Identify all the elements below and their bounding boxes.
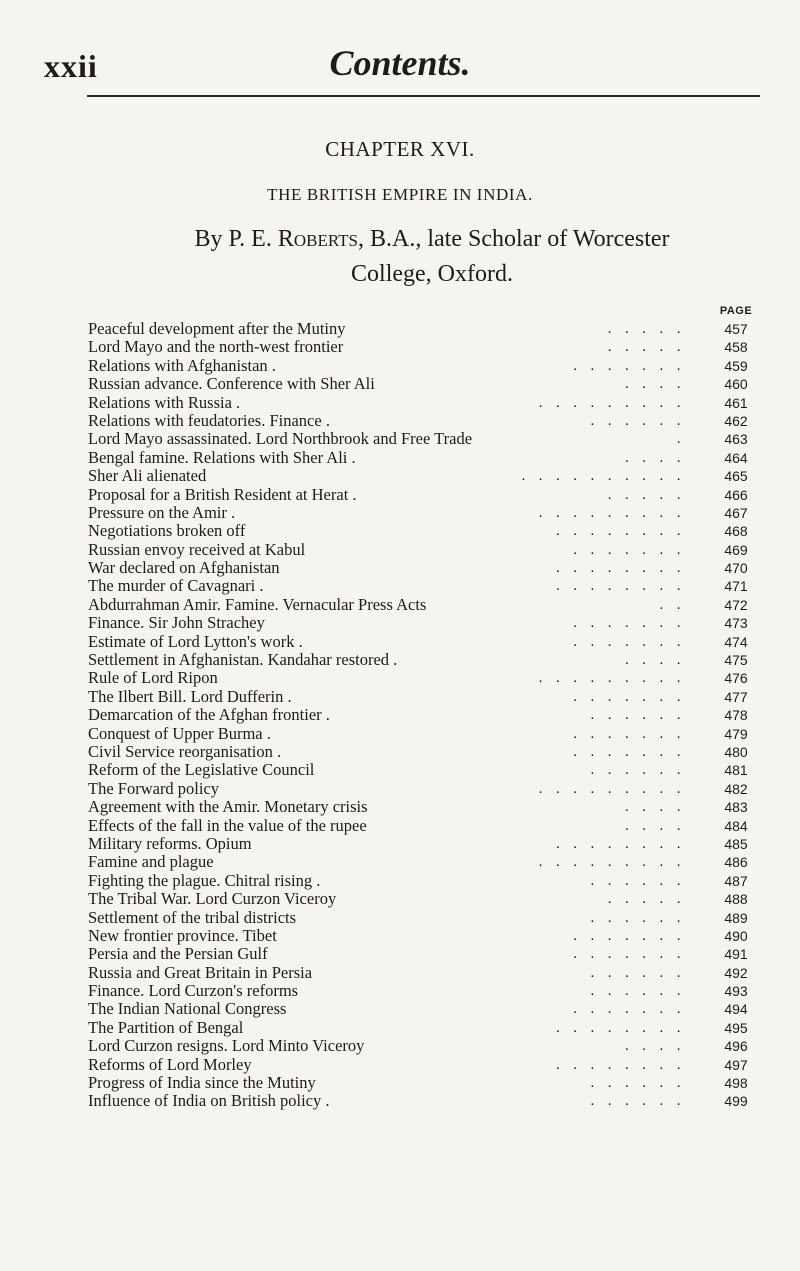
toc-leader-dots: ......... bbox=[538, 670, 694, 687]
toc-entry-title: Reform of the Legislative Council bbox=[88, 760, 315, 780]
toc-entry-page: 485 bbox=[724, 835, 748, 852]
toc-leader-dots: .... bbox=[625, 817, 694, 834]
toc-entry-page: 472 bbox=[724, 596, 748, 613]
toc-entry-title: Demarcation of the Afghan frontier . bbox=[88, 705, 330, 725]
toc-leader-dots: ...... bbox=[590, 964, 694, 981]
toc-entry bbox=[88, 872, 778, 890]
toc-entry bbox=[88, 357, 778, 375]
toc-entry-title: Relations with Russia . bbox=[88, 392, 241, 412]
toc-entry-title: Russian envoy received at Kabul bbox=[88, 539, 306, 559]
toc-entry-title: Settlement of the tribal districts bbox=[88, 907, 297, 927]
toc-entry-page: 494 bbox=[724, 1001, 748, 1018]
toc-leader-dots: ...... bbox=[590, 872, 694, 889]
toc-entry-title: Bengal famine. Relations with Sher Ali . bbox=[88, 447, 356, 467]
toc-leader-dots: ...... bbox=[590, 1075, 694, 1092]
toc-entry-page: 460 bbox=[724, 376, 748, 393]
toc-leader-dots: ....... bbox=[573, 743, 694, 760]
toc-leader-dots: .... bbox=[625, 449, 694, 466]
toc-entry bbox=[88, 1092, 778, 1110]
toc-entry bbox=[88, 394, 778, 412]
toc-entry bbox=[88, 504, 778, 522]
byline-prefix: By bbox=[194, 226, 229, 252]
toc-entry-title: Lord Mayo assassinated. Lord Northbrook and Free Trade bbox=[88, 429, 473, 449]
toc-entry bbox=[88, 835, 778, 853]
toc-entry-title: Relations with Afghanistan . bbox=[88, 355, 276, 375]
byline-suffix: , B.A., late Scholar of Worcester College, Oxford. bbox=[351, 226, 670, 287]
toc-entry-title: The Forward policy bbox=[88, 778, 220, 798]
toc-entry bbox=[88, 1019, 778, 1037]
toc-leader-dots: ....... bbox=[573, 688, 694, 705]
toc-leader-dots: ......... bbox=[538, 780, 694, 797]
toc-entry bbox=[88, 577, 778, 595]
toc-entry-title: The Ilbert Bill. Lord Dufferin . bbox=[88, 686, 292, 706]
toc-leader-dots: ........ bbox=[556, 523, 694, 540]
toc-entry-page: 465 bbox=[724, 468, 748, 485]
toc-entry-title: The Tribal War. Lord Curzon Viceroy bbox=[88, 889, 337, 909]
toc-entry-page: 468 bbox=[724, 523, 748, 540]
toc-entry-title: Finance. Lord Curzon's reforms bbox=[88, 981, 299, 1001]
toc-entry-title: Finance. Sir John Strachey bbox=[88, 613, 265, 633]
toc-entry-page: 495 bbox=[724, 1019, 748, 1036]
toc-entry-page: 464 bbox=[724, 449, 748, 466]
toc-leader-dots: ......... bbox=[538, 504, 694, 521]
toc-entry-title: Fighting the plague. Chitral rising . bbox=[88, 870, 321, 890]
toc-leader-dots: ...... bbox=[590, 762, 694, 779]
toc-entry-page: 475 bbox=[724, 652, 748, 669]
toc-entry bbox=[88, 522, 778, 540]
toc-leader-dots: ...... bbox=[590, 909, 694, 926]
toc-entry-page: 491 bbox=[724, 946, 748, 963]
toc-entry-page: 458 bbox=[724, 339, 748, 356]
toc-entry-page: 487 bbox=[724, 872, 748, 889]
contents-list bbox=[88, 320, 778, 1111]
toc-entry-page: 484 bbox=[724, 817, 748, 834]
toc-entry bbox=[88, 706, 778, 724]
toc-entry-page: 476 bbox=[724, 670, 748, 687]
toc-leader-dots: ....... bbox=[573, 946, 694, 963]
toc-entry-page: 498 bbox=[724, 1075, 748, 1092]
toc-entry-title: Lord Mayo and the north-west frontier bbox=[88, 337, 344, 357]
toc-entry-page: 467 bbox=[724, 504, 748, 521]
toc-entry-page: 463 bbox=[724, 431, 748, 448]
toc-entry bbox=[88, 320, 778, 338]
toc-entry bbox=[88, 541, 778, 559]
toc-entry-page: 482 bbox=[724, 780, 748, 797]
toc-entry bbox=[88, 798, 778, 816]
toc-entry-page: 497 bbox=[724, 1056, 748, 1073]
toc-entry-title: Conquest of Upper Burma . bbox=[88, 723, 271, 743]
folio-number: xxii bbox=[44, 48, 98, 84]
toc-entry-page: 490 bbox=[724, 927, 748, 944]
toc-entry bbox=[88, 817, 778, 835]
toc-leader-dots: .... bbox=[625, 376, 694, 393]
toc-entry bbox=[88, 761, 778, 779]
toc-entry bbox=[88, 559, 778, 577]
toc-entry-page: 488 bbox=[724, 891, 748, 908]
toc-entry bbox=[88, 1074, 778, 1092]
toc-entry bbox=[88, 669, 778, 687]
toc-entry bbox=[88, 725, 778, 743]
toc-entry-page: 457 bbox=[724, 321, 748, 337]
toc-entry-title: Agreement with the Amir. Monetary crisis bbox=[88, 797, 368, 817]
toc-leader-dots: ....... bbox=[573, 633, 694, 650]
toc-entry bbox=[88, 1037, 778, 1055]
toc-entry-title: New frontier province. Tibet bbox=[88, 925, 277, 945]
toc-entry bbox=[88, 614, 778, 632]
toc-entry-page: 474 bbox=[724, 633, 748, 650]
toc-leader-dots: ..... bbox=[607, 486, 694, 503]
toc-entry-title: Rule of Lord Ripon bbox=[88, 668, 218, 688]
toc-entry-title: The Partition of Bengal bbox=[88, 1017, 244, 1037]
toc-leader-dots: ....... bbox=[573, 1001, 694, 1018]
toc-entry-title: Settlement in Afghanistan. Kandahar restored . bbox=[88, 650, 398, 670]
toc-leader-dots: ......... bbox=[538, 394, 694, 411]
toc-leader-dots: ....... bbox=[573, 927, 694, 944]
chapter-subject: THE BRITISH EMPIRE IN INDIA. bbox=[267, 185, 533, 204]
toc-leader-dots: ....... bbox=[573, 541, 694, 558]
toc-entry bbox=[88, 688, 778, 706]
toc-entry-title: Russian advance. Conference with Sher Ali bbox=[88, 374, 375, 394]
toc-entry-page: 493 bbox=[724, 983, 748, 1000]
toc-entry-title: Pressure on the Amir . bbox=[88, 502, 236, 522]
toc-entry-page: 462 bbox=[724, 412, 748, 429]
toc-entry-title: Persia and the Persian Gulf bbox=[88, 944, 268, 964]
toc-entry-title: Abdurrahman Amir. Famine. Vernacular Press Acts bbox=[88, 594, 427, 614]
header-rule bbox=[87, 95, 760, 97]
toc-entry-title: Civil Service reorganisation . bbox=[88, 741, 282, 761]
toc-entry-title: Russia and Great Britain in Persia bbox=[88, 962, 313, 982]
page-column-label: PAGE bbox=[719, 305, 753, 317]
toc-entry-title: The murder of Cavagnari . bbox=[88, 576, 264, 596]
toc-entry bbox=[88, 1000, 778, 1018]
toc-entry-title: Progress of India since the Mutiny bbox=[88, 1073, 316, 1093]
toc-entry bbox=[88, 467, 778, 485]
toc-entry-page: 470 bbox=[724, 560, 748, 577]
toc-entry-page: 459 bbox=[724, 357, 748, 374]
toc-entry bbox=[88, 890, 778, 908]
toc-entry-page: 471 bbox=[724, 578, 748, 595]
toc-entry-page: 473 bbox=[724, 615, 748, 632]
author-byline bbox=[152, 222, 712, 292]
toc-entry-page: 481 bbox=[724, 762, 748, 779]
toc-entry bbox=[88, 375, 778, 393]
toc-entry-title: Estimate of Lord Lytton's work . bbox=[88, 631, 303, 651]
toc-entry-page: 466 bbox=[724, 486, 748, 503]
toc-entry-page: 479 bbox=[724, 725, 748, 742]
toc-entry bbox=[88, 982, 778, 1000]
toc-leader-dots: ...... bbox=[590, 707, 694, 724]
toc-entry-title: Reforms of Lord Morley bbox=[88, 1054, 252, 1074]
toc-leader-dots: .... bbox=[625, 1038, 694, 1055]
toc-entry bbox=[88, 964, 778, 982]
toc-leader-dots: ..... bbox=[607, 891, 694, 908]
toc-entry-title: Military reforms. Opium bbox=[88, 833, 252, 853]
toc-entry-page: 492 bbox=[724, 964, 748, 981]
toc-entry-page: 499 bbox=[724, 1093, 748, 1110]
toc-entry bbox=[88, 780, 778, 798]
toc-entry-page: 489 bbox=[724, 909, 748, 926]
toc-entry-title: Famine and plague bbox=[88, 852, 214, 872]
toc-entry bbox=[88, 412, 778, 430]
toc-entry-title: The Indian National Congress bbox=[88, 999, 287, 1019]
toc-leader-dots: ....... bbox=[573, 357, 694, 374]
chapter-heading: CHAPTER XVI. bbox=[325, 137, 475, 161]
toc-entry bbox=[88, 651, 778, 669]
toc-leader-dots: ..... bbox=[607, 321, 694, 337]
toc-leader-dots: ...... bbox=[590, 412, 694, 429]
toc-entry-page: 477 bbox=[724, 688, 748, 705]
toc-entry bbox=[88, 633, 778, 651]
toc-leader-dots: ........ bbox=[556, 578, 694, 595]
toc-entry bbox=[88, 909, 778, 927]
toc-entry-title: Proposal for a British Resident at Herat . bbox=[88, 484, 357, 504]
toc-entry bbox=[88, 449, 778, 467]
toc-entry-page: 496 bbox=[724, 1038, 748, 1055]
toc-leader-dots: ...... bbox=[590, 983, 694, 1000]
toc-entry bbox=[88, 743, 778, 761]
toc-leader-dots: .......... bbox=[521, 468, 694, 485]
toc-entry-title: War declared on Afghanistan bbox=[88, 558, 280, 578]
toc-entry-title: Effects of the fall in the value of the rupee bbox=[88, 815, 367, 835]
toc-entry bbox=[88, 945, 778, 963]
toc-entry-page: 486 bbox=[724, 854, 748, 871]
toc-entry-title: Sher Ali alienated bbox=[88, 466, 207, 486]
toc-entry-title: Peaceful development after the Mutiny bbox=[88, 319, 346, 338]
toc-leader-dots: ........ bbox=[556, 1019, 694, 1036]
toc-entry-page: 483 bbox=[724, 799, 748, 816]
toc-leader-dots: ...... bbox=[590, 1093, 694, 1110]
toc-entry bbox=[88, 1056, 778, 1074]
toc-entry bbox=[88, 853, 778, 871]
toc-leader-dots: ....... bbox=[573, 615, 694, 632]
toc-entry-title: Influence of India on British policy . bbox=[88, 1091, 330, 1111]
toc-entry-title: Negotiations broken off bbox=[88, 521, 246, 541]
toc-entry bbox=[88, 927, 778, 945]
toc-entry-title: Relations with feudatories. Finance . bbox=[88, 410, 330, 430]
author-name: P. E. Roberts bbox=[228, 226, 358, 252]
toc-leader-dots: ....... bbox=[573, 725, 694, 742]
toc-leader-dots: .... bbox=[625, 799, 694, 816]
toc-leader-dots: ........ bbox=[556, 835, 694, 852]
running-title: Contents. bbox=[329, 43, 471, 83]
toc-leader-dots: ........ bbox=[556, 560, 694, 577]
toc-entry bbox=[88, 486, 778, 504]
toc-entry-page: 478 bbox=[724, 707, 748, 724]
toc-entry-title: Lord Curzon resigns. Lord Minto Viceroy bbox=[88, 1036, 365, 1056]
toc-leader-dots: ........ bbox=[556, 1056, 694, 1073]
toc-leader-dots: .... bbox=[625, 652, 694, 669]
toc-entry bbox=[88, 430, 778, 448]
toc-entry bbox=[88, 596, 778, 614]
toc-leader-dots: ......... bbox=[538, 854, 694, 871]
toc-entry-page: 469 bbox=[724, 541, 748, 558]
page-header bbox=[0, 0, 800, 100]
toc-leader-dots: .. bbox=[659, 596, 694, 613]
toc-entry bbox=[88, 338, 778, 356]
toc-entry-page: 480 bbox=[724, 743, 748, 760]
toc-leader-dots: ..... bbox=[607, 339, 694, 356]
toc-entry-page: 461 bbox=[724, 394, 748, 411]
toc-leader-dots: . bbox=[676, 431, 694, 448]
